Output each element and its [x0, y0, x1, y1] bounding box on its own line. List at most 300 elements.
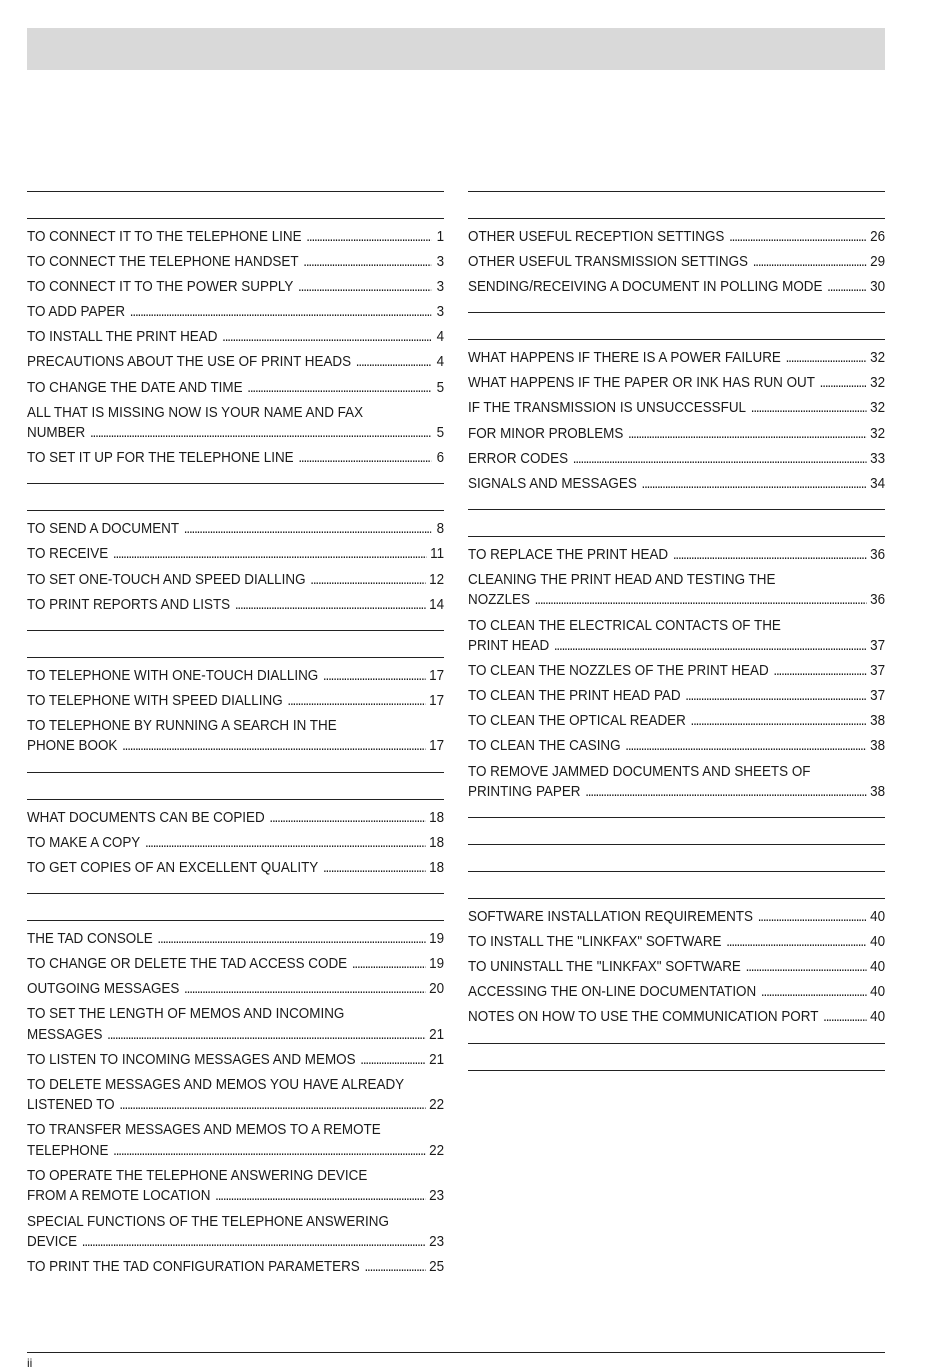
toc-entry[interactable]	[468, 932, 885, 953]
dot-leader	[364, 1257, 425, 1278]
dot-leader	[184, 519, 431, 540]
toc-entry-row	[468, 373, 885, 394]
dot-leader	[247, 378, 431, 399]
toc-entry-row	[468, 782, 885, 803]
toc-entry-title-line: TO SET THE LENGTH OF MEMOS AND INCOMING	[27, 1006, 345, 1023]
toc-page-number: 32	[870, 350, 886, 367]
toc-entry-title: PRINT HEAD	[468, 638, 550, 655]
toc-entry-list	[27, 511, 444, 629]
toc-entry-list	[27, 658, 444, 772]
toc-page-number: 32	[870, 400, 886, 417]
toc-entry-title: OTHER USEFUL TRANSMISSION SETTINGS	[468, 254, 749, 271]
toc-entry[interactable]	[468, 1007, 885, 1028]
toc-entry[interactable]	[27, 808, 444, 829]
dot-leader	[303, 252, 431, 273]
toc-entry-row	[27, 666, 444, 687]
toc-entry-row	[27, 448, 444, 469]
toc-entry-list	[468, 899, 885, 1042]
toc-page-number: 36	[870, 592, 886, 609]
toc-entry[interactable]	[468, 252, 885, 273]
section-title	[468, 313, 885, 340]
section-title	[27, 631, 444, 658]
toc-page-number: 17	[429, 667, 445, 684]
dot-leader	[827, 277, 866, 298]
toc-entry-title-line: SPECIAL FUNCTIONS OF THE TELEPHONE ANSWERING	[27, 1213, 389, 1230]
toc-entry-row	[27, 423, 444, 444]
toc-entry[interactable]	[27, 1050, 444, 1071]
toc-entry-title: PHONE BOOK	[27, 738, 118, 755]
toc-entry-title: SIGNALS AND MESSAGES	[468, 475, 637, 492]
toc-entry-title: TO CLEAN THE NOZZLES OF THE PRINT HEAD	[468, 663, 769, 680]
toc-entry[interactable]	[468, 277, 885, 298]
toc-entry[interactable]	[468, 616, 885, 657]
dot-leader	[360, 1050, 425, 1071]
toc-entry-row	[468, 590, 885, 611]
toc-section	[27, 630, 444, 772]
toc-entry-title: TO LISTEN TO INCOMING MESSAGES AND MEMOS	[27, 1051, 356, 1068]
toc-entry[interactable]	[27, 929, 444, 950]
dot-leader	[352, 954, 426, 975]
toc-entry[interactable]	[27, 352, 444, 373]
toc-entry-row	[27, 570, 444, 591]
section-title	[27, 894, 444, 921]
toc-page-number: 40	[870, 1009, 886, 1026]
toc-page-number: 14	[429, 596, 445, 613]
dot-leader	[298, 448, 431, 469]
toc-entry-row	[27, 1141, 444, 1162]
toc-entry-title: TELEPHONE	[27, 1142, 109, 1159]
header-bar	[27, 28, 885, 70]
toc-entry[interactable]	[27, 1004, 444, 1045]
dot-leader	[306, 227, 431, 248]
toc-entry-row	[27, 808, 444, 829]
toc-page-number: 40	[870, 959, 886, 976]
section-title	[27, 192, 444, 219]
toc-entry-title: OTHER USEFUL RECEPTION SETTINGS	[468, 229, 725, 245]
section-title	[468, 1044, 885, 1071]
dot-leader	[673, 545, 867, 566]
toc-entry-title: SENDING/RECEIVING A DOCUMENT IN POLLING MODE	[468, 279, 823, 296]
toc-entry[interactable]	[468, 907, 885, 928]
dot-leader	[310, 570, 425, 591]
toc-page-number: 21	[429, 1051, 445, 1068]
toc-entry-title-line: TO REMOVE JAMMED DOCUMENTS AND SHEETS OF	[468, 763, 811, 780]
dot-leader	[685, 686, 866, 707]
toc-entry[interactable]	[27, 954, 444, 975]
toc-entry-row	[27, 929, 444, 950]
dot-leader	[145, 833, 425, 854]
toc-entry-title-line: TO TRANSFER MESSAGES AND MEMOS TO A REMOTE	[27, 1122, 381, 1139]
toc-entry-title: OUTGOING MESSAGES	[27, 980, 180, 997]
toc-page-number: 36	[870, 546, 886, 563]
toc-entry-title: TO CONNECT THE TELEPHONE HANDSET	[27, 254, 299, 271]
toc-entry[interactable]	[27, 302, 444, 323]
toc-entry-title: TO CLEAN THE PRINT HEAD PAD	[468, 688, 681, 705]
toc-right-column	[468, 191, 885, 1097]
toc-page-number: 29	[870, 254, 886, 271]
toc-entry[interactable]	[468, 424, 885, 445]
toc-entry-title: TO MAKE A COPY	[27, 834, 141, 851]
toc-entry-row	[27, 858, 444, 879]
toc-entry[interactable]	[27, 544, 444, 565]
dot-leader	[786, 348, 867, 369]
toc-entry[interactable]	[468, 661, 885, 682]
toc-section	[27, 483, 444, 629]
toc-page-number: 17	[429, 738, 445, 755]
dot-leader	[157, 929, 425, 950]
toc-entry-title: TO SET ONE-TOUCH AND SPEED DIALLING	[27, 571, 306, 588]
toc-entry[interactable]	[27, 1120, 444, 1161]
dot-leader	[729, 227, 866, 248]
dot-leader	[235, 595, 426, 616]
dot-leader	[535, 590, 867, 611]
toc-entry-title: TO TELEPHONE WITH SPEED DIALLING	[27, 692, 283, 709]
toc-entry[interactable]	[468, 711, 885, 732]
toc-entry-row	[468, 1007, 885, 1028]
toc-entry[interactable]	[468, 736, 885, 757]
toc-entry-row	[27, 691, 444, 712]
toc-entry[interactable]	[27, 595, 444, 616]
toc-entry-row	[468, 545, 885, 566]
toc-entry-title: FOR MINOR PROBLEMS	[468, 425, 624, 442]
toc-entry[interactable]	[27, 448, 444, 469]
toc-entry-row	[27, 544, 444, 565]
section-title	[468, 872, 885, 899]
toc-entry-list	[27, 921, 444, 1292]
toc-entry[interactable]	[27, 833, 444, 854]
toc-page-number: 40	[870, 909, 886, 926]
dot-leader	[761, 982, 866, 1003]
toc-entry-title-line: TO OPERATE THE TELEPHONE ANSWERING DEVICE	[27, 1167, 368, 1184]
toc-page-number: 1	[436, 229, 445, 245]
toc-entry-title: WHAT DOCUMENTS CAN BE COPIED	[27, 809, 265, 826]
toc-entry-row	[27, 352, 444, 373]
empty-section-spacer	[468, 1071, 885, 1097]
toc-page-number: 22	[429, 1142, 445, 1159]
toc-entry-row	[468, 277, 885, 298]
dot-leader	[269, 808, 425, 829]
toc-entry-title: ACCESSING THE ON-LINE DOCUMENTATION	[468, 984, 757, 1001]
toc-entry-title: TO CHANGE OR DELETE THE TAD ACCESS CODE	[27, 955, 348, 972]
toc-entry[interactable]	[468, 570, 885, 611]
toc-entry[interactable]	[468, 227, 885, 248]
toc-entry-row	[27, 1257, 444, 1278]
toc-entry-title: WHAT HAPPENS IF THERE IS A POWER FAILURE	[468, 350, 781, 367]
dot-leader	[554, 636, 867, 657]
toc-entry[interactable]	[468, 545, 885, 566]
toc-page-number: 3	[436, 304, 445, 321]
toc-entry-row	[27, 252, 444, 273]
toc-entry-title: TO SET IT UP FOR THE TELEPHONE LINE	[27, 450, 294, 467]
toc-entry-list	[468, 219, 885, 312]
toc-entry-row	[27, 1025, 444, 1046]
toc-entry[interactable]	[468, 474, 885, 495]
toc-page-number: 18	[429, 859, 445, 876]
toc-entry-title: WHAT HAPPENS IF THE PAPER OR INK HAS RUN OUT	[468, 375, 815, 392]
dot-leader	[691, 711, 867, 732]
toc-section	[27, 191, 444, 483]
toc-left-column	[27, 191, 444, 1292]
toc-entry-title: NUMBER	[27, 425, 86, 442]
toc-entry[interactable]	[27, 1257, 444, 1278]
toc-entry-title: TO REPLACE THE PRINT HEAD	[468, 546, 669, 563]
toc-section	[468, 191, 885, 312]
toc-entry-title: PRINTING PAPER	[468, 784, 581, 800]
toc-entry-title: DEVICE	[27, 1234, 78, 1251]
toc-entry-row	[27, 1050, 444, 1071]
toc-entry-row	[468, 227, 885, 248]
toc-entry-title-line: ALL THAT IS MISSING NOW IS YOUR NAME AND FAX	[27, 404, 364, 421]
dot-leader	[113, 1141, 425, 1162]
dot-leader	[625, 736, 866, 757]
toc-entry[interactable]	[27, 666, 444, 687]
toc-entry[interactable]	[27, 570, 444, 591]
toc-entry-title: TO CLEAN THE OPTICAL READER	[468, 713, 686, 730]
toc-entry[interactable]	[468, 762, 885, 803]
toc-entry-row	[27, 736, 444, 757]
dot-leader	[107, 1025, 425, 1046]
toc-entry-row	[468, 348, 885, 369]
toc-entry[interactable]	[468, 957, 885, 978]
toc-entry[interactable]	[27, 277, 444, 298]
toc-entry[interactable]	[468, 348, 885, 369]
toc-entry[interactable]	[27, 716, 444, 757]
footer-rule	[27, 1352, 885, 1353]
toc-page-number: 18	[429, 809, 445, 826]
toc-entry-title: TO ADD PAPER	[27, 304, 126, 321]
toc-entry-row	[468, 424, 885, 445]
page-number: ii	[27, 1356, 33, 1370]
dot-leader	[184, 979, 425, 1000]
toc-section	[468, 312, 885, 509]
dot-leader	[773, 661, 866, 682]
toc-section	[27, 772, 444, 893]
dot-leader	[628, 424, 866, 445]
toc-entry-row	[468, 957, 885, 978]
dot-leader	[820, 373, 867, 394]
toc-entry-row	[27, 519, 444, 540]
toc-entry[interactable]	[27, 519, 444, 540]
toc-page-number: 37	[870, 638, 886, 655]
toc-page-number: 22	[429, 1097, 445, 1114]
toc-entry[interactable]	[27, 1212, 444, 1253]
toc-page-number: 18	[429, 834, 445, 851]
toc-entry-row	[468, 398, 885, 419]
toc-entry-row	[468, 907, 885, 928]
toc-entry-row	[468, 474, 885, 495]
toc-page-number: 38	[870, 738, 886, 755]
toc-entry-title: FROM A REMOTE LOCATION	[27, 1188, 211, 1205]
toc-entry-title-line: TO DELETE MESSAGES AND MEMOS YOU HAVE ALREADY	[27, 1076, 405, 1093]
toc-section	[27, 893, 444, 1292]
dot-leader	[82, 1232, 426, 1253]
section-title	[27, 484, 444, 511]
dot-leader	[726, 932, 866, 953]
toc-entry-title: IF THE TRANSMISSION IS UNSUCCESSFUL	[468, 400, 747, 417]
toc-page-number: 11	[430, 546, 445, 563]
section-title	[27, 773, 444, 800]
toc-entry-row	[468, 736, 885, 757]
dot-leader	[287, 691, 425, 712]
toc-entry[interactable]	[27, 327, 444, 348]
toc-page-number: 40	[870, 984, 886, 1001]
toc-entry-title: TO SEND A DOCUMENT	[27, 521, 180, 538]
toc-page-number: 6	[436, 450, 445, 467]
toc-page-number: 3	[436, 279, 445, 296]
toc-page-number: 3	[436, 254, 445, 271]
toc-entry[interactable]	[468, 398, 885, 419]
toc-entry[interactable]	[27, 979, 444, 1000]
toc-entry-list	[27, 800, 444, 893]
toc-entry-title: TO CONNECT IT TO THE POWER SUPPLY	[27, 279, 294, 296]
dot-leader	[753, 252, 867, 273]
toc-page-number: 30	[870, 279, 886, 296]
dot-leader	[215, 1186, 425, 1207]
toc-entry[interactable]	[27, 1075, 444, 1116]
section-title	[468, 510, 885, 537]
toc-entry[interactable]	[468, 449, 885, 470]
toc-page-number: 26	[870, 229, 886, 245]
toc-entry[interactable]	[468, 686, 885, 707]
dot-leader	[746, 957, 867, 978]
toc-section	[468, 1043, 885, 1097]
toc-entry-title-line: TO TELEPHONE BY RUNNING A SEARCH IN THE	[27, 717, 337, 734]
section-title	[468, 192, 885, 219]
toc-section	[468, 817, 885, 871]
toc-entry-title: THE TAD CONSOLE	[27, 930, 153, 947]
toc-page-number: 32	[870, 375, 886, 392]
toc-entry-row	[27, 595, 444, 616]
toc-entry-row	[27, 1232, 444, 1253]
dot-leader	[113, 544, 426, 565]
toc-page-number: 20	[429, 980, 445, 997]
toc-entry-list	[27, 219, 444, 483]
toc-entry-title: TO GET COPIES OF AN EXCELLENT QUALITY	[27, 859, 319, 876]
toc-page-number: 19	[429, 930, 445, 947]
toc-entry-title: ERROR CODES	[468, 450, 569, 467]
toc-entry-row	[468, 932, 885, 953]
toc-entry-title: TO UNINSTALL THE "LINKFAX" SOFTWARE	[468, 959, 741, 976]
toc-entry-row	[468, 686, 885, 707]
toc-page-number: 40	[870, 934, 886, 951]
toc-entry-title: MESSAGES	[27, 1026, 103, 1043]
toc-entry-title: TO INSTALL THE "LINKFAX" SOFTWARE	[468, 934, 722, 951]
dot-leader	[823, 1007, 866, 1028]
dot-leader	[356, 352, 431, 373]
toc-entry[interactable]	[27, 691, 444, 712]
toc-entry[interactable]	[27, 403, 444, 444]
toc-page-number: 12	[429, 571, 445, 588]
toc-section	[468, 509, 885, 817]
toc-entry[interactable]	[27, 252, 444, 273]
toc-page-number: 21	[429, 1026, 445, 1043]
toc-entry-title: TO PRINT REPORTS AND LISTS	[27, 596, 231, 613]
dot-leader	[751, 398, 867, 419]
toc-entry-title: TO PRINT THE TAD CONFIGURATION PARAMETERS	[27, 1259, 360, 1276]
toc-page-number: 17	[429, 692, 445, 709]
toc-page-number: 37	[870, 663, 886, 680]
dot-leader	[573, 449, 867, 470]
toc-entry-title: TO CHANGE THE DATE AND TIME	[27, 379, 243, 396]
toc-entry-title: SOFTWARE INSTALLATION REQUIREMENTS	[468, 909, 753, 926]
toc-page-number: 5	[436, 425, 445, 442]
toc-page-number: 38	[870, 784, 886, 800]
toc-entry-title-line: TO CLEAN THE ELECTRICAL CONTACTS OF THE	[468, 617, 781, 634]
dot-leader	[323, 666, 425, 687]
dot-leader	[119, 1095, 425, 1116]
toc-entry-title: NOTES ON HOW TO USE THE COMMUNICATION PORT	[468, 1009, 819, 1026]
toc-entry-row	[27, 1186, 444, 1207]
toc-entry-row	[27, 378, 444, 399]
toc-page-number: 23	[429, 1234, 445, 1251]
toc-entry-title: TO TELEPHONE WITH ONE-TOUCH DIALLING	[27, 667, 319, 684]
toc-page-number: 23	[429, 1188, 445, 1205]
toc-page-number: 33	[870, 450, 886, 467]
dot-leader	[758, 907, 867, 928]
toc-page-number: 4	[436, 329, 445, 346]
dot-leader	[90, 423, 431, 444]
toc-entry-list	[468, 340, 885, 509]
toc-page-number: 34	[870, 475, 886, 492]
toc-entry[interactable]	[468, 373, 885, 394]
dot-leader	[298, 277, 431, 298]
toc-entry-title: TO CONNECT IT TO THE TELEPHONE LINE	[27, 229, 302, 245]
toc-entry-row	[468, 982, 885, 1003]
toc-entry-title: TO RECEIVE	[27, 546, 109, 563]
toc-entry-row	[468, 661, 885, 682]
toc-entry-row	[27, 979, 444, 1000]
toc-entry-title: TO CLEAN THE CASING	[468, 738, 621, 755]
toc-page-number: 5	[436, 379, 445, 396]
dot-leader	[641, 474, 866, 495]
toc-entry-title: LISTENED TO	[27, 1097, 115, 1114]
dot-leader	[323, 858, 425, 879]
toc-entry[interactable]	[27, 858, 444, 879]
toc-entry-row	[468, 711, 885, 732]
toc-entry-row	[27, 327, 444, 348]
toc-section	[468, 871, 885, 1042]
dot-leader	[122, 736, 425, 757]
toc-entry-title: NOZZLES	[468, 592, 530, 609]
toc-entry-list	[468, 537, 885, 817]
section-title	[468, 818, 885, 845]
toc-page-number: 8	[436, 521, 445, 538]
dot-leader	[222, 327, 431, 348]
toc-page-number: 32	[870, 425, 886, 442]
toc-entry-row	[468, 636, 885, 657]
toc-entry[interactable]	[27, 227, 444, 248]
toc-entry-row	[27, 302, 444, 323]
toc-entry[interactable]	[27, 378, 444, 399]
toc-entry[interactable]	[468, 982, 885, 1003]
toc-entry-row	[27, 277, 444, 298]
toc-page-number: 4	[436, 354, 445, 371]
toc-entry-row	[27, 833, 444, 854]
toc-entry[interactable]	[27, 1166, 444, 1207]
toc-entry-title: TO INSTALL THE PRINT HEAD	[27, 329, 218, 346]
toc-entry-title: PRECAUTIONS ABOUT THE USE OF PRINT HEADS	[27, 354, 352, 371]
toc-page-number: 25	[429, 1259, 445, 1276]
toc-page-number: 38	[870, 713, 886, 730]
dot-leader	[130, 302, 431, 323]
toc-entry-row	[468, 449, 885, 470]
toc-entry-row	[27, 954, 444, 975]
toc-entry-row	[468, 252, 885, 273]
toc-entry-row	[27, 227, 444, 248]
empty-section-spacer	[468, 845, 885, 871]
toc-entry-title-line: CLEANING THE PRINT HEAD AND TESTING THE	[468, 571, 776, 588]
toc-page-number: 19	[429, 955, 445, 972]
